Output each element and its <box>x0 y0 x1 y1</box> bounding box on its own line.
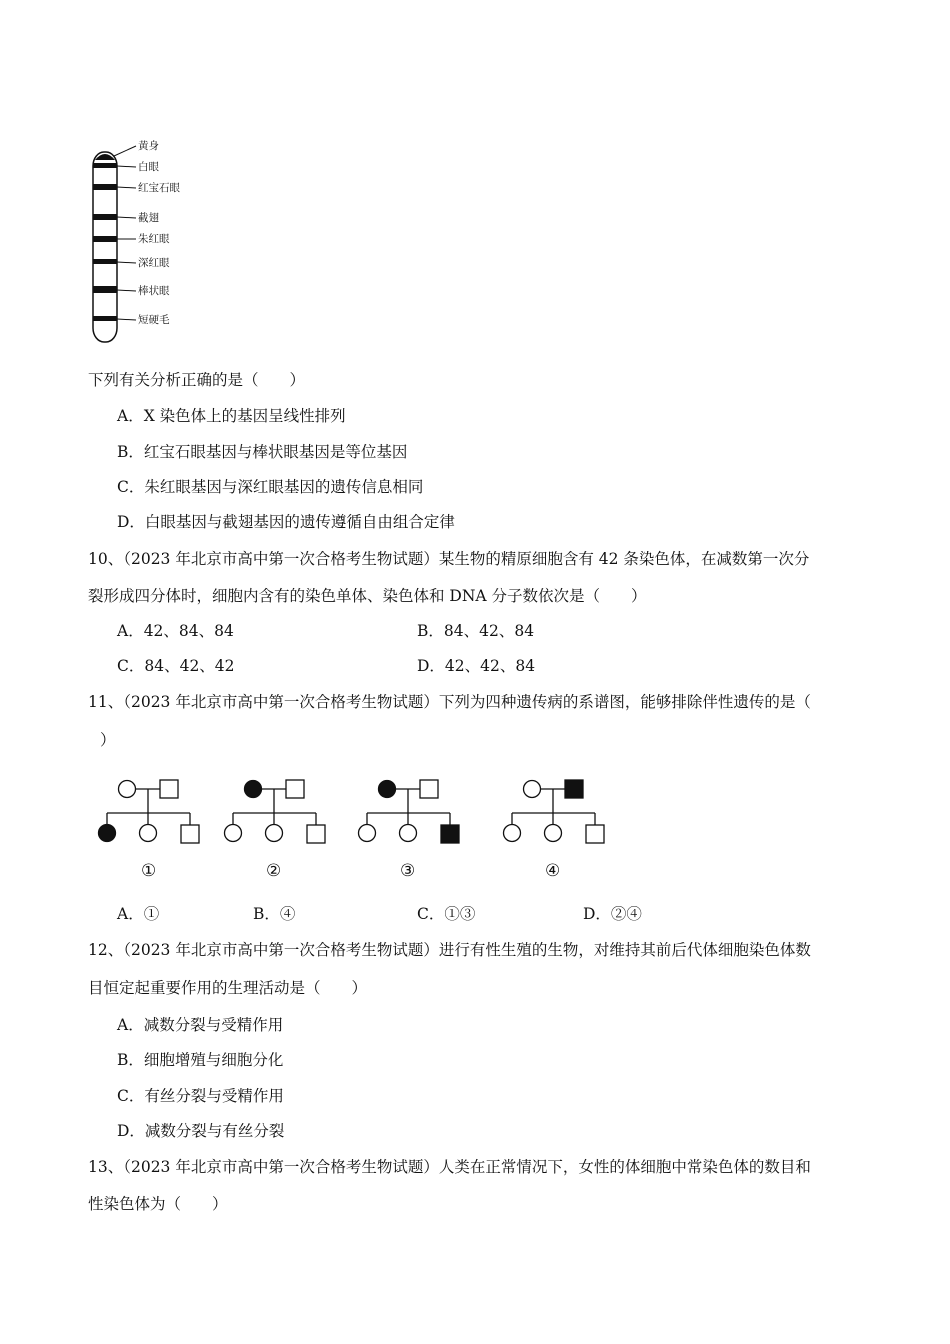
pedigree-label: ④ <box>545 861 561 881</box>
pedigree-diagrams <box>0 770 950 860</box>
gene-label: 朱红眼 <box>138 233 170 245</box>
q9-stem: 下列有关分析正确的是（ ） <box>88 371 306 389</box>
q10-option-c: C．84、42、42 <box>117 657 235 675</box>
q11-stem-line2: ） <box>100 731 116 749</box>
q11-option-d: D．②④ <box>583 905 642 923</box>
q10-option-a: A．42、84、84 <box>117 622 234 640</box>
gene-label: 黄身 <box>138 140 159 152</box>
q9-option-c: C．朱红眼基因与深红眼基因的遗传信息相同 <box>117 478 424 496</box>
pedigree-label: ③ <box>400 861 416 881</box>
pedigree-label: ② <box>266 861 282 881</box>
q10-option-b: B．84、42、84 <box>417 622 535 640</box>
q12-stem-line1: 12、（2023 年北京市高中第一次合格考生物试题）进行有性生殖的生物，对维持其前后代体细胞染色体数 <box>88 941 811 959</box>
q12-option-a: A．减数分裂与受精作用 <box>117 1016 284 1034</box>
q12-stem-line2: 目恒定起重要作用的生理活动是（ ） <box>88 979 368 997</box>
gene-label: 红宝石眼 <box>138 182 180 194</box>
q9-option-b: B．红宝石眼基因与棒状眼基因是等位基因 <box>117 443 408 461</box>
gene-label: 短硬毛 <box>138 314 170 326</box>
pedigree-label: ① <box>141 861 157 881</box>
q13-stem-line2: 性染色体为（ ） <box>88 1195 228 1213</box>
gene-label: 白眼 <box>138 161 159 173</box>
q11-option-c: C．①③ <box>417 905 476 923</box>
gene-label: 深红眼 <box>138 257 170 269</box>
q10-stem-line2: 裂形成四分体时，细胞内含有的染色单体、染色体和 DNA 分子数依次是（ ） <box>88 587 647 605</box>
q11-option-b: B．④ <box>253 905 296 923</box>
chromosome-diagram <box>0 0 950 360</box>
q11-stem-line1: 11、（2023 年北京市高中第一次合格考生物试题）下列为四种遗传病的系谱图，能够排除伴性遗传的是（ <box>88 693 811 711</box>
q12-option-b: B．细胞增殖与细胞分化 <box>117 1051 284 1069</box>
q10-stem-line1: 10、（2023 年北京市高中第一次合格考生物试题）某生物的精原细胞含有 42 条染色体，在减数第一次分 <box>88 550 810 568</box>
q12-option-c: C．有丝分裂与受精作用 <box>117 1087 284 1105</box>
q13-stem-line1: 13、（2023 年北京市高中第一次合格考生物试题）人类在正常情况下，女性的体细胞中常染色体的数目和 <box>88 1158 811 1176</box>
gene-label: 棒状眼 <box>138 285 170 297</box>
q9-option-d: D．白眼基因与截翅基因的遗传遵循自由组合定律 <box>117 513 455 531</box>
q10-option-d: D．42、42、84 <box>417 657 536 675</box>
q12-option-d: D．减数分裂与有丝分裂 <box>117 1122 285 1140</box>
q11-option-a: A．① <box>117 905 160 923</box>
gene-label: 截翅 <box>138 212 159 224</box>
q9-option-a: A．X 染色体上的基因呈线性排列 <box>117 407 346 425</box>
